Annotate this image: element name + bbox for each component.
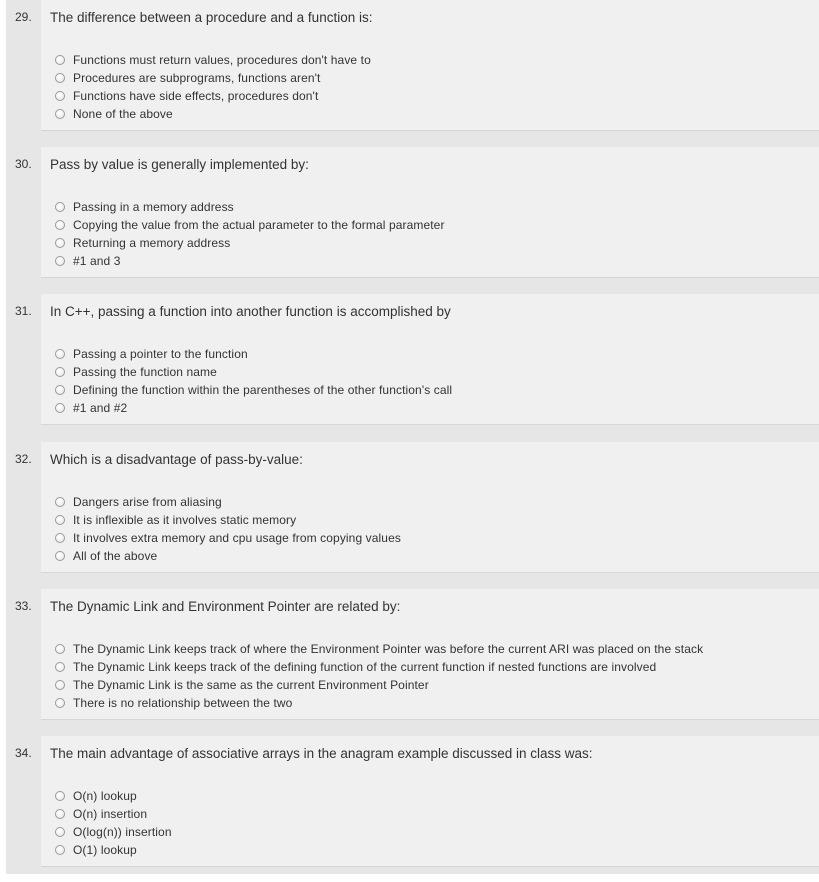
answer-option-label: The Dynamic Link is the same as the current Environment Pointer — [73, 678, 429, 692]
radio-button-icon[interactable] — [55, 55, 65, 65]
quiz-page — [6, 0, 819, 874]
question-card — [41, 589, 819, 720]
radio-button-icon[interactable] — [55, 845, 65, 855]
radio-button-icon[interactable] — [55, 827, 65, 837]
answer-option[interactable] — [55, 529, 401, 547]
question-30 — [6, 147, 819, 293]
question-number: 31. — [15, 304, 32, 318]
question-32 — [6, 442, 819, 588]
question-31 — [6, 294, 819, 440]
answer-option[interactable] — [55, 363, 452, 381]
answer-option[interactable] — [55, 805, 172, 823]
answer-option-label: Procedures are subprograms, functions aren't — [73, 71, 321, 85]
answer-option[interactable] — [55, 399, 452, 417]
answer-options — [55, 51, 371, 123]
answer-option[interactable] — [55, 69, 371, 87]
question-text: Which is a disadvantage of pass-by-value: — [50, 452, 303, 467]
answer-option-label: #1 and 3 — [73, 254, 121, 268]
question-number: 32. — [15, 452, 32, 466]
answer-option-label: Functions have side effects, procedures don't — [73, 89, 319, 103]
question-34 — [6, 736, 819, 882]
answer-options — [55, 198, 445, 270]
answer-option[interactable] — [55, 105, 371, 123]
radio-button-icon[interactable] — [55, 349, 65, 359]
answer-option-label: All of the above — [73, 549, 158, 563]
answer-option-label: Copying the value from the actual parameter to the formal parameter — [73, 218, 445, 232]
answer-option[interactable] — [55, 87, 371, 105]
answer-option[interactable] — [55, 823, 172, 841]
answer-options — [55, 493, 401, 565]
answer-option-label: O(log(n)) insertion — [73, 825, 172, 839]
answer-option[interactable] — [55, 511, 401, 529]
radio-button-icon[interactable] — [55, 644, 65, 654]
answer-option-label: #1 and #2 — [73, 401, 128, 415]
question-29 — [6, 0, 819, 146]
answer-option[interactable] — [55, 493, 401, 511]
radio-button-icon[interactable] — [55, 533, 65, 543]
answer-options — [55, 640, 703, 712]
radio-button-icon[interactable] — [55, 220, 65, 230]
question-number: 30. — [15, 157, 32, 171]
radio-button-icon[interactable] — [55, 662, 65, 672]
answer-option-label: Passing a pointer to the function — [73, 347, 248, 361]
answer-option[interactable] — [55, 234, 445, 252]
answer-option-label: Defining the function within the parentheses of the other function's call — [73, 383, 453, 397]
radio-button-icon[interactable] — [55, 403, 65, 413]
answer-option-label: The Dynamic Link keeps track of the defining function of the current function if nested functions are involved — [73, 660, 657, 674]
answer-option-label: Functions must return values, procedures don't have to — [73, 53, 371, 67]
answer-option[interactable] — [55, 676, 703, 694]
radio-button-icon[interactable] — [55, 680, 65, 690]
radio-button-icon[interactable] — [55, 202, 65, 212]
answer-option-label: None of the above — [73, 107, 173, 121]
answer-option[interactable] — [55, 51, 371, 69]
answer-option-label: O(n) lookup — [73, 789, 137, 803]
answer-option-label: Passing in a memory address — [73, 200, 234, 214]
answer-option[interactable] — [55, 198, 445, 216]
question-text: The difference between a procedure and a function is: — [50, 10, 373, 25]
question-card — [41, 736, 819, 867]
radio-button-icon[interactable] — [55, 109, 65, 119]
question-text: Pass by value is generally implemented by: — [50, 157, 309, 172]
question-card — [41, 294, 819, 425]
radio-button-icon[interactable] — [55, 73, 65, 83]
radio-button-icon[interactable] — [55, 367, 65, 377]
question-card — [41, 147, 819, 278]
question-number: 34. — [15, 746, 32, 760]
answer-option[interactable] — [55, 658, 703, 676]
answer-option-label: Passing the function name — [73, 365, 217, 379]
answer-option-label: There is no relationship between the two — [73, 696, 293, 710]
radio-button-icon[interactable] — [55, 515, 65, 525]
answer-options — [55, 345, 452, 417]
question-card — [41, 0, 819, 131]
radio-button-icon[interactable] — [55, 497, 65, 507]
answer-option-label: It involves extra memory and cpu usage from copying values — [73, 531, 401, 545]
answer-option[interactable] — [55, 345, 452, 363]
answer-option[interactable] — [55, 216, 445, 234]
answer-option[interactable] — [55, 547, 401, 565]
answer-option[interactable] — [55, 381, 452, 399]
answer-option-label: Dangers arise from aliasing — [73, 495, 222, 509]
question-number: 29. — [15, 10, 32, 24]
question-33 — [6, 589, 819, 735]
radio-button-icon[interactable] — [55, 551, 65, 561]
radio-button-icon[interactable] — [55, 791, 65, 801]
radio-button-icon[interactable] — [55, 256, 65, 266]
answer-option[interactable] — [55, 252, 445, 270]
answer-option-label: O(1) lookup — [73, 843, 137, 857]
answer-options — [55, 787, 172, 859]
radio-button-icon[interactable] — [55, 698, 65, 708]
question-card — [41, 442, 819, 573]
answer-option-label: The Dynamic Link keeps track of where the Environment Pointer was before the current ARI was placed on the stack — [73, 642, 704, 656]
question-number: 33. — [15, 599, 32, 613]
answer-option-label: It is inflexible as it involves static memory — [73, 513, 297, 527]
radio-button-icon[interactable] — [55, 238, 65, 248]
answer-option[interactable] — [55, 694, 703, 712]
answer-option[interactable] — [55, 841, 172, 859]
answer-option[interactable] — [55, 640, 703, 658]
question-text: The main advantage of associative arrays in the anagram example discussed in class was: — [50, 746, 593, 761]
radio-button-icon[interactable] — [55, 91, 65, 101]
radio-button-icon[interactable] — [55, 385, 65, 395]
answer-option-label: O(n) insertion — [73, 807, 148, 821]
question-text: In C++, passing a function into another function is accomplished by — [50, 304, 451, 319]
answer-option[interactable] — [55, 787, 172, 805]
question-text: The Dynamic Link and Environment Pointer are related by: — [50, 599, 401, 614]
radio-button-icon[interactable] — [55, 809, 65, 819]
answer-option-label: Returning a memory address — [73, 236, 231, 250]
